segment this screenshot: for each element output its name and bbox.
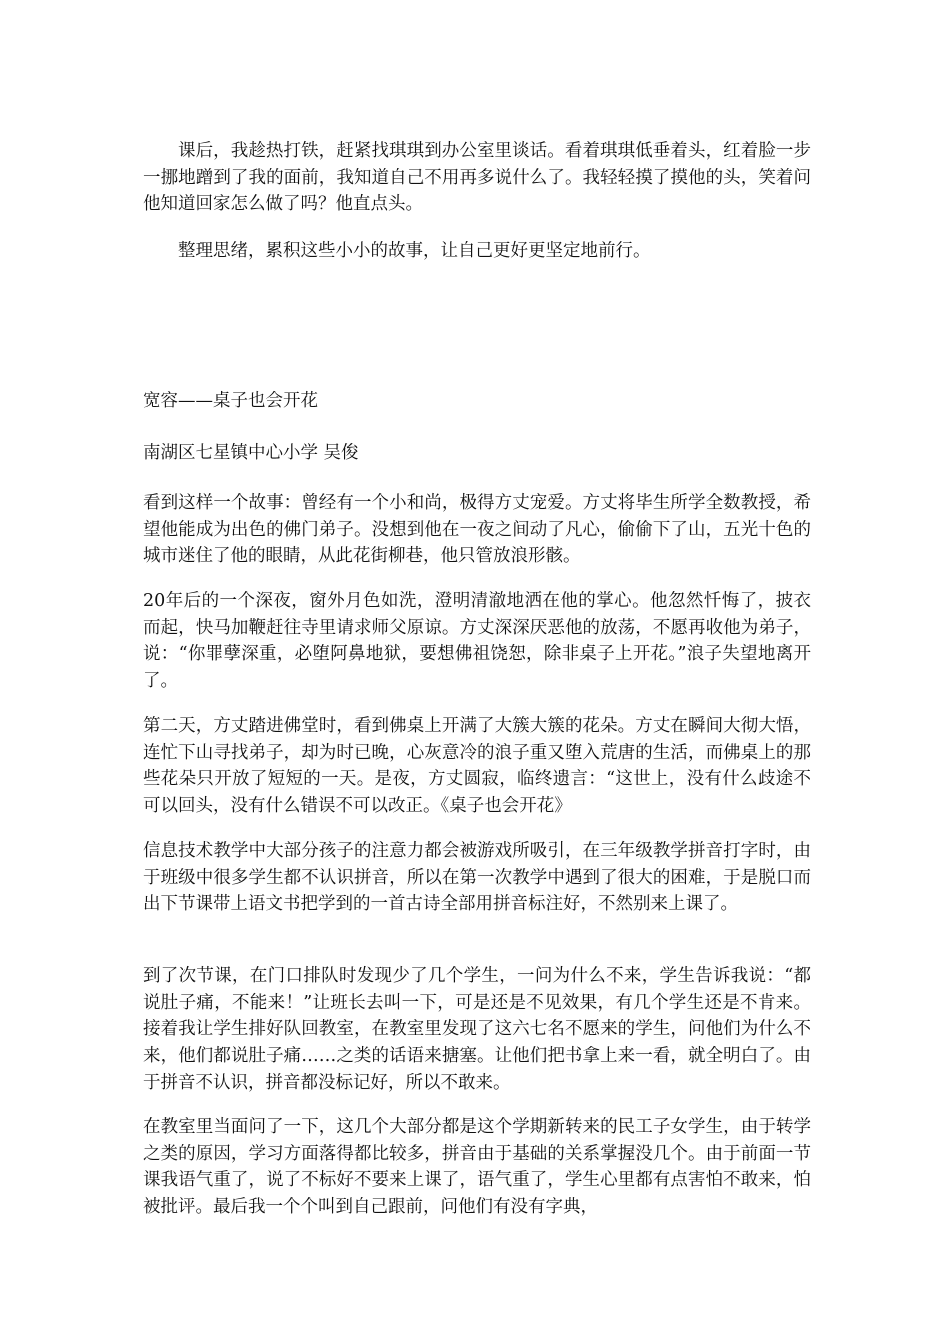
paragraph-next-day: 第二天，方丈踏进佛堂时，看到佛桌上开满了大簇大簇的花朵。方丈在瞬间大彻大悟，连忙下山寻找弟子，却为时已晚，心灰意冷的浪子重又堕入荒唐的生活，而佛桌上的那些花朵只开放了短短的一天。是夜，方丈圆寂，临终遗言：“这世上，没有什么歧途不可以回头，没有什么错误不可以改正。《桌子也会开花》 <box>143 716 811 817</box>
paragraph-next-class: 到了次节课，在门口排队时发现少了几个学生，一问为什么不来，学生告诉我说：“都说肚子痛，不能来！”让班长去叫一下，可是还是不见效果，有几个学生还是不肯来。接着我让学生排好队回教室，在教室里发现了这六七名不愿来的学生，问他们为什么不来，他们都说肚子痛……之类的话语来搪塞。让他们把书拿上来一看，就全明白了。由于拼音不认识，拼音都没标记好，所以不敢来。 <box>143 966 811 1093</box>
author-line: 南湖区七星镇中心小学 吴俊 <box>143 443 359 463</box>
article-title: 宽容——桌子也会开花 <box>143 391 318 411</box>
paragraph-classroom-question: 在教室里当面问了一下，这几个大部分都是这个学期新转来的民工子女学生，由于转学之类的原因，学习方面落得都比较多，拼音由于基础的关系掌握没几个。由于前面一节课我语气重了，说了不标好不要来上课了，语气重了，学生心里都有点害怕不敢来，怕被批评。最后我一个个叫到自己跟前，问他们有没有字典， <box>143 1117 811 1218</box>
paragraph-it-teaching: 信息技术教学中大部分孩子的注意力都会被游戏所吸引，在三年级教学拼音打字时，由于班级中很多学生都不认识拼音，所以在第一次教学中遇到了很大的困难，于是脱口而出下节课带上语文书把学到的一首古诗全部用拼音标注好，不然别来上课了。 <box>143 841 811 915</box>
paragraph-twenty-years-later: 20年后的一个深夜，窗外月色如洗，澄明清澈地洒在他的掌心。他忽然忏悔了，披衣而起，快马加鞭赶往寺里请求师父原谅。方丈深深厌恶他的放荡，不愿再收他为弟子，说：“你罪孽深重，必堕阿鼻地狱，要想佛祖饶恕，除非桌子上开花。”浪子失望地离开了。 <box>143 591 811 692</box>
paragraph-story-intro: 看到这样一个故事：曾经有一个小和尚，极得方丈宠爱。方丈将毕生所学全数教授，希望他能成为出色的佛门弟子。没想到他在一夜之间动了凡心，偷偷下了山，五光十色的城市迷住了他的眼睛，从此花街柳巷，他只管放浪形骸。 <box>143 493 811 567</box>
paragraph-organize-thoughts: 整理思绪，累积这些小小的故事，让自己更好更坚定地前行。 <box>178 241 651 261</box>
paragraph-after-class-talk: 课后，我趁热打铁，赶紧找琪琪到办公室里谈话。看着琪琪低垂着头，红着脸一步一挪地蹭到了我的面前，我知道自己不用再多说什么了。我轻轻摸了摸他的头，笑着问他知道回家怎么做了吗？他直点头。 <box>143 141 811 215</box>
